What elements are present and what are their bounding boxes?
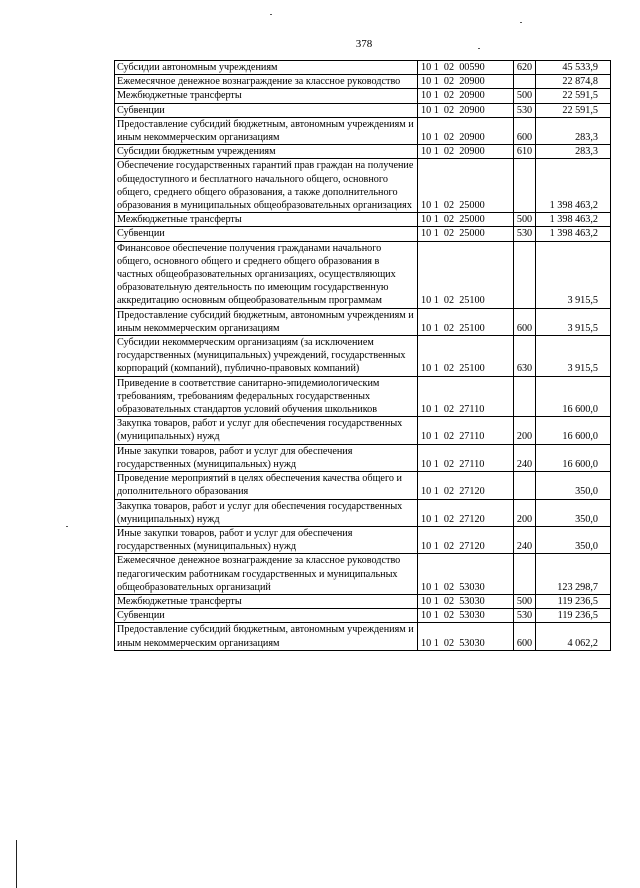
row-code-cell: 10 1 02 53030 (418, 623, 514, 650)
table-row (115, 472, 611, 499)
row-amount-cell: 22 591,5 (536, 103, 611, 117)
row-expense-type-cell: 530 (514, 227, 536, 241)
row-amount-cell: 16 600,0 (536, 444, 611, 471)
row-name-cell: Межбюджетные трансферты (115, 594, 418, 608)
page-number-text: 378 (355, 38, 373, 50)
table-row (115, 103, 611, 117)
row-name-cell: Предоставление субсидий бюджетным, автономным учреждениям и иным некоммерческим организациям (115, 623, 418, 650)
row-expense-type-cell: 600 (514, 623, 536, 650)
row-name-cell: Обеспечение государственных гарантий прав граждан на получение общедоступного и бесплатного начального общего, основного общего, среднего общего образования, а также дополнительного образования в муниципальных общеобразовательных организациях (115, 159, 418, 213)
scan-margin-line (16, 840, 17, 888)
row-expense-type-cell: 240 (514, 526, 536, 553)
row-expense-type-cell (514, 472, 536, 499)
table-row (115, 526, 611, 553)
row-amount-cell: 4 062,2 (536, 623, 611, 650)
scan-speck (478, 48, 480, 49)
budget-table (114, 60, 611, 651)
scan-speck (270, 14, 272, 15)
row-code-cell: 10 1 02 20900 (418, 145, 514, 159)
row-name-cell: Проведение мероприятий в целях обеспечения качества общего и дополнительного образования (115, 472, 418, 499)
row-amount-cell: 1 398 463,2 (536, 213, 611, 227)
row-expense-type-cell: 630 (514, 336, 536, 377)
row-name-cell: Предоставление субсидий бюджетным, автономным учреждениям и иным некоммерческим организациям (115, 117, 418, 144)
row-expense-type-cell: 200 (514, 417, 536, 444)
table-row (115, 227, 611, 241)
row-amount-cell: 283,3 (536, 145, 611, 159)
row-code-cell: 10 1 02 27120 (418, 526, 514, 553)
row-code-cell: 10 1 02 27110 (418, 417, 514, 444)
table-row (115, 213, 611, 227)
table-row (115, 417, 611, 444)
row-name-cell: Иные закупки товаров, работ и услуг для обеспечения государственных (муниципальных) нужд (115, 444, 418, 471)
row-expense-type-cell: 600 (514, 117, 536, 144)
row-amount-cell: 350,0 (536, 526, 611, 553)
row-amount-cell: 16 600,0 (536, 417, 611, 444)
row-amount-cell: 350,0 (536, 472, 611, 499)
row-code-cell: 10 1 02 27110 (418, 444, 514, 471)
row-code-cell: 10 1 02 20900 (418, 117, 514, 144)
row-amount-cell: 119 236,5 (536, 594, 611, 608)
row-expense-type-cell: 620 (514, 61, 536, 75)
row-expense-type-cell: 500 (514, 89, 536, 103)
row-code-cell: 10 1 02 27120 (418, 499, 514, 526)
row-name-cell: Межбюджетные трансферты (115, 213, 418, 227)
row-code-cell: 10 1 02 25000 (418, 159, 514, 213)
scan-speck (66, 526, 68, 527)
row-expense-type-cell: 200 (514, 499, 536, 526)
row-name-cell: Межбюджетные трансферты (115, 89, 418, 103)
row-amount-cell: 3 915,5 (536, 308, 611, 335)
row-code-cell: 10 1 02 20900 (418, 89, 514, 103)
row-code-cell: 10 1 02 25000 (418, 227, 514, 241)
row-expense-type-cell: 500 (514, 594, 536, 608)
row-amount-cell: 3 915,5 (536, 336, 611, 377)
row-amount-cell: 45 533,9 (536, 61, 611, 75)
row-expense-type-cell (514, 241, 536, 308)
row-name-cell: Закупка товаров, работ и услуг для обеспечения государственных (муниципальных) нужд (115, 417, 418, 444)
row-code-cell: 10 1 02 53030 (418, 609, 514, 623)
table-row (115, 75, 611, 89)
row-amount-cell: 22 874,8 (536, 75, 611, 89)
table-row (115, 499, 611, 526)
row-amount-cell: 1 398 463,2 (536, 227, 611, 241)
row-amount-cell: 283,3 (536, 117, 611, 144)
row-code-cell: 10 1 02 25100 (418, 241, 514, 308)
row-amount-cell: 22 591,5 (536, 89, 611, 103)
row-expense-type-cell (514, 75, 536, 89)
table-row (115, 241, 611, 308)
row-expense-type-cell: 500 (514, 213, 536, 227)
row-name-cell: Субсидии некоммерческим организациям (за исключением государственных (муниципальных) учреждений, государственных корпораций (компаний), публично-правовых компаний) (115, 336, 418, 377)
table-row (115, 336, 611, 377)
row-code-cell: 10 1 02 53030 (418, 594, 514, 608)
row-expense-type-cell: 530 (514, 609, 536, 623)
row-expense-type-cell: 240 (514, 444, 536, 471)
row-amount-cell: 3 915,5 (536, 241, 611, 308)
row-code-cell: 10 1 02 53030 (418, 554, 514, 595)
row-amount-cell: 16 600,0 (536, 376, 611, 417)
row-expense-type-cell (514, 554, 536, 595)
page-number (0, 38, 640, 50)
row-name-cell: Закупка товаров, работ и услуг для обеспечения государственных (муниципальных) нужд (115, 499, 418, 526)
row-amount-cell: 350,0 (536, 499, 611, 526)
row-code-cell: 10 1 02 20900 (418, 103, 514, 117)
table-row (115, 117, 611, 144)
row-name-cell: Субсидии автономным учреждениям (115, 61, 418, 75)
row-expense-type-cell: 530 (514, 103, 536, 117)
table-row (115, 308, 611, 335)
row-name-cell: Субвенции (115, 103, 418, 117)
row-name-cell: Иные закупки товаров, работ и услуг для обеспечения государственных (муниципальных) нужд (115, 526, 418, 553)
row-name-cell: Финансовое обеспечение получения гражданами начального общего, основного общего и среднего общего образования в частных общеобразовательных организациях, осуществляющих образовательную деятельность по имеющим государственную аккредитацию основным общеобразовательным программам (115, 241, 418, 308)
table-row (115, 145, 611, 159)
table-row (115, 554, 611, 595)
row-code-cell: 10 1 02 25100 (418, 336, 514, 377)
row-expense-type-cell (514, 376, 536, 417)
row-name-cell: Приведение в соответствие санитарно-эпидемиологическим требованиям, требованиям федеральных государственных образовательных стандартов условий обучения школьников (115, 376, 418, 417)
row-code-cell: 10 1 02 20900 (418, 75, 514, 89)
row-expense-type-cell: 610 (514, 145, 536, 159)
table-row (115, 61, 611, 75)
row-amount-cell: 1 398 463,2 (536, 159, 611, 213)
row-name-cell: Предоставление субсидий бюджетным, автономным учреждениям и иным некоммерческим организациям (115, 308, 418, 335)
row-expense-type-cell (514, 159, 536, 213)
budget-table-body (115, 61, 611, 651)
row-name-cell: Субсидии бюджетным учреждениям (115, 145, 418, 159)
table-row (115, 623, 611, 650)
table-row (115, 594, 611, 608)
row-name-cell: Ежемесячное денежное вознаграждение за классное руководство (115, 75, 418, 89)
table-row (115, 376, 611, 417)
row-name-cell: Субвенции (115, 227, 418, 241)
row-code-cell: 10 1 02 27110 (418, 376, 514, 417)
row-code-cell: 10 1 02 25000 (418, 213, 514, 227)
scan-speck (520, 22, 522, 23)
table-row (115, 444, 611, 471)
row-amount-cell: 123 298,7 (536, 554, 611, 595)
table-row (115, 159, 611, 213)
row-name-cell: Субвенции (115, 609, 418, 623)
row-code-cell: 10 1 02 27120 (418, 472, 514, 499)
row-expense-type-cell: 600 (514, 308, 536, 335)
row-name-cell: Ежемесячное денежное вознаграждение за классное руководство педагогическим работникам государственных и муниципальных общеобразовательных организаций (115, 554, 418, 595)
row-code-cell: 10 1 02 00590 (418, 61, 514, 75)
row-code-cell: 10 1 02 25100 (418, 308, 514, 335)
table-row (115, 609, 611, 623)
table-row (115, 89, 611, 103)
row-amount-cell: 119 236,5 (536, 609, 611, 623)
